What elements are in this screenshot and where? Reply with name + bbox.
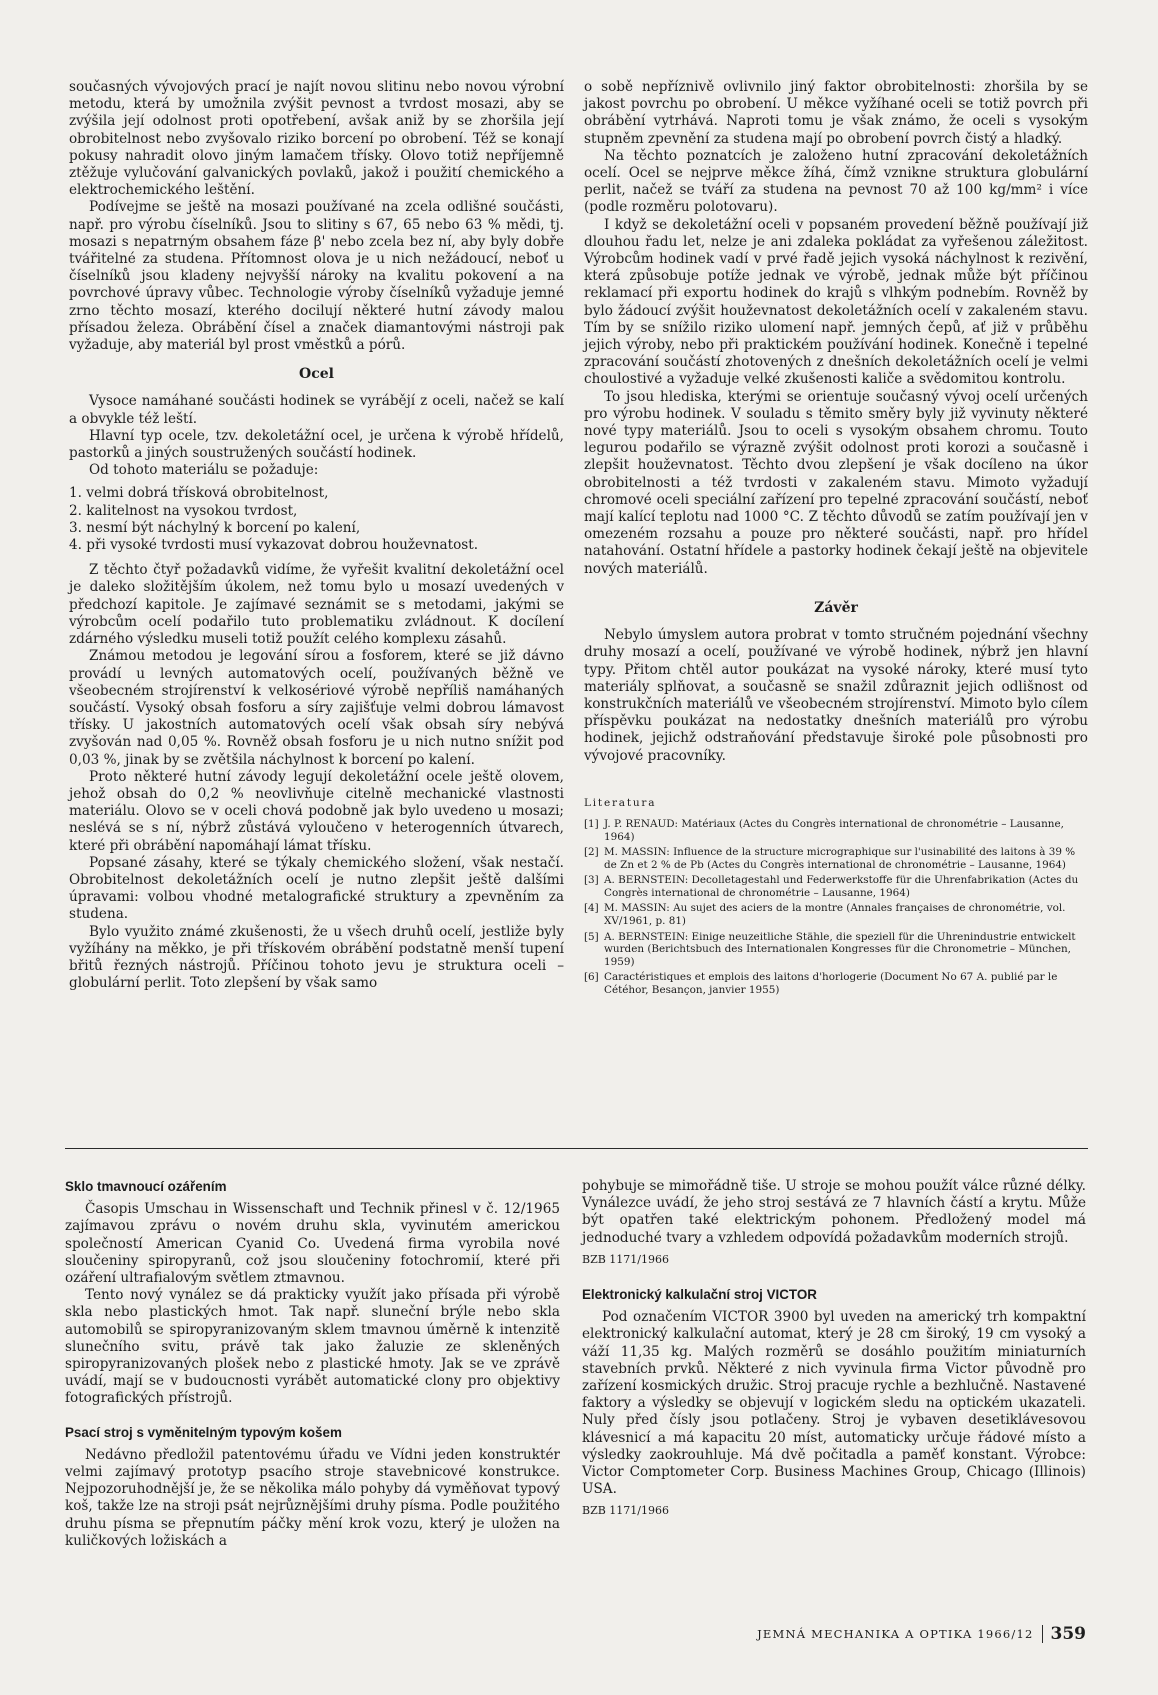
references-heading: Literatura (584, 796, 657, 809)
references-list (584, 818, 1088, 997)
paragraph: Vysoce namáhané součásti hodinek se vyrábějí z oceli, načež se kalí a obvykle též leští. (69, 393, 564, 427)
news-column-right (582, 1178, 1086, 1538)
article-column-right (584, 79, 1088, 1000)
paragraph: Známou metodou je legování sírou a fosforem, které se již dávno provádí u levných automatových ocelí, používaných běžně ve všeobecném strojírenství k velkosériové výrobě nepříliš namáhaných součástí. Vysoký obsah fosforu a síry zajišťuje velmi dobrou lámavost třísky. U jakostních automatových ocelí však obsah síry nebývá zvyšován nad 0,05 %. Rovněž obsah fosforu je u nich nutno snížit pod 0,03 %, jinak by se zvětšila náchylnost k borcení po kalení. (69, 648, 564, 768)
reference-number: [6] (584, 971, 599, 984)
paragraph: Nebylo úmyslem autora probrat v tomto stručném pojednání všechny druhy mosazí a ocelí, používané ve výrobě hodinek, nýbrž jen hlavní typy. Přitom chtěl autor poukázat na vysoké nároky, které musí tyto materiály splňovat, a současně se snažil zdůraznit jejich odlišnost od konstrukčních materiálů ve všeobecném strojírenství. Mimoto bylo cílem příspěvku poukázat na nedostatky dnešních materiálů pro výrobu hodinek, jejichž odstraňování představuje široké pole působnosti pro vývojové pracovníky. (584, 627, 1088, 764)
reference-text: A. BERNSTEIN: Decolletagestahl und Federwerkstoffe für die Uhrenfabrikation (Actes du Congrès international de chronométrie – Lausanne, 1964) (604, 874, 1079, 899)
section-divider (65, 1148, 1088, 1149)
paragraph: Proto některé hutní závody legují dekoletážní ocele ještě olovem, jehož obsah do 0,2 % neovlivňuje citelně mechanické vlastnosti materiálu. Olovo se v oceli chová podobně jak bylo uvedeno u mosazi; neslévá se s ní, nýbrž zůstává vyloučeno v heterogenních útvarech, které při obrábění napomáhají lámat třísku. (69, 768, 564, 854)
paragraph: Od tohoto materiálu se požaduje: (89, 462, 319, 479)
page-number: 359 (1050, 1624, 1086, 1644)
reference-text: M. MASSIN: Au sujet des aciers de la montre (Annales françaises de chronométrie, vol. XV/1961, p. 81) (604, 902, 1066, 928)
reference-item (584, 818, 1088, 843)
reference-item (584, 874, 1088, 899)
requirements-list (69, 485, 564, 554)
reference-text: J. P. RENAUD: Matériaux (Actes du Congrès international de chronométrie – Lausanne, 1964) (604, 817, 1064, 843)
article-column-left (69, 79, 564, 992)
paragraph: pohybuje se mimořádně tiše. U stroje se mohou použít válce různé délky. Vynálezce uvádí, že jeho stroj sestává ze 7 hlavních částí a krytu. Může být opatřen také elektrickým pohonem. Předložený model má jednoduché tvary a vzhledem odpovídá požadavkům moderních strojů. (582, 1178, 1086, 1246)
reference-number: [3] (584, 874, 599, 887)
reference-number: [2] (584, 846, 599, 859)
paragraph: Z těchto čtyř požadavků vidíme, že vyřešit kvalitní dekoletážní ocel je daleko složitějším úkolem, než tomu bylo u mosazí uvedených v předchozí kapitole. Je zajímavé seznámit se s metodami, jakými se výrobcům ocelí podařilo tuto problematiku zvládnout. K docílení zdárného výsledku museli totiž použít celého komplexu zásahů. (69, 562, 564, 648)
news-heading-psaci-stroj: Psací stroj s vyměnitelným typovým košem (65, 1424, 342, 1440)
paragraph: Nedávno předložil patentovému úřadu ve Vídni jeden konstruktér velmi zajímavý prototyp psacího stroje stavebnicové konstrukce. Nejpozoruhodnější je, že se několika málo pohyby dá vyměňovat typový koš, takže lze na stroji psát nejrůznějšími druhy písma. Podle použitého druhu písma se přepnutím páčky mění krok vozu, který je uložen na kuličkových ložiskách a (65, 1446, 560, 1549)
paragraph: Na těchto poznatcích je založeno hutní zpracování dekoletážních ocelí. Ocel se nejprve měkce žíhá, čímž vznikne struktura globulární perlit, načež se tváří za studena na pevnost 70 až 100 kg/mm² i více (podle rozměru polotovaru). (584, 147, 1088, 216)
paragraph: Pod označením VICTOR 3900 byl uveden na americký trh kompaktní elektronický kalkulační automat, který je 28 cm široký, 19 cm vysoký a váží 11,35 kg. Malých rozměrů se dosáhlo použitím miniaturních stavebních prvků. Některé z nich vyvinula firma Victor původně pro zařízení kosmických družic. Stroj pracuje rychle a bezhlučně. Nastavené faktory a výsledky se objevují v logickém sledu na optickém ukazateli. Nuly před čísly jsou potlačeny. Stroj je vybaven desetiklávesovou klávesnicí a má kapacitu 20 míst, automaticky určuje řádové místo a výsledky zaokrouhluje. Má dvě počitadla a paměť konstant. Výrobce: Victor Comptometer Corp. Business Machines Group, Chicago (Illinois) USA. (582, 1309, 1086, 1498)
list-item: 1. velmi dobrá třísková obrobitelnost, (69, 485, 329, 502)
reference-text: M. MASSIN: Influence de la structure micrographique sur l'usinabilité des laitons à 39 % de Zn et 2 % de Pb (Actes du Congrès international de chronométrie – Lausanne, 1964) (604, 846, 1076, 871)
reference-number: [4] (584, 902, 599, 915)
reference-text: A. BERNSTEIN: Einige neuzeitliche Stähle, die speziell für die Uhrenindustrie entwickelt wurden (Berichtsbuch des Internationalen Kongresses für die Chronometrie – München, 1959) (604, 930, 1076, 968)
reference-item (584, 931, 1088, 969)
reference-text: Caractéristiques et emplois des laitons d'horlogerie (Document No 67 A. publié par le Cétéhor, Besançon, janvier 1955) (604, 971, 1058, 997)
list-item: 3. nesmí být náchylný k borcení po kalení, (69, 519, 361, 536)
section-heading-zaver: Závěr (814, 599, 858, 616)
news-heading-victor: Elektronický kalkulační stroj VICTOR (582, 1287, 817, 1303)
page-footer (757, 1624, 1086, 1644)
paragraph: o sobě nepříznivě ovlivnilo jiný faktor obrobitelnosti: zhoršila by se jakost povrchu po obrobení. U měkce vyžíhané oceli se totiž povrch při obrábění vytrhává. Naproti tomu je však známo, že oceli s vysokým stupněm zpevnění za studena mají po obrobení povrch čistý a hladký. (584, 79, 1088, 147)
source-code: BZB 1171/1966 (582, 1252, 670, 1266)
paragraph: Bylo využito známé zkušenosti, že u všech druhů ocelí, jestliže byly vyžíhány na měkko, je při třískovém obrábění podstatně menší tupení břitů řezných nástrojů. Příčinou tohoto jevu je struktura oceli – globulární perlit. Toto zlepšení by však samo (69, 923, 564, 992)
paragraph: Popsané zásahy, které se týkaly chemického složení, však nestačí. Obrobitelnost dekoletážních ocelí je nutno zlepšit ještě dalšími úpravami: volbou vhodné metalografické struktury a zpevněním za studena. (69, 854, 564, 923)
paragraph: Časopis Umschau in Wissenschaft und Technik přinesl v č. 12/1965 zajímavou zprávu o novém druhu skla, vyvinutém americkou společností American Cyanid Co. Uvedená firma vyrobila nové sloučeniny spiropyranů, což jsou sloučeniny fotochromií, které při ozáření ultrafialovým světlem ztmavnou. (65, 1201, 560, 1287)
footer-separator (1042, 1625, 1043, 1643)
source-code: BZB 1171/1966 (582, 1504, 670, 1518)
paragraph: Tento nový vynález se dá prakticky využít jako přísada při výrobě skla nebo plastických hmot. Tak např. sluneční brýle nebo skla automobilů se spiropyranizovaným sklem tmavnou úměrně k intenzitě slunečního svitu, právě tak jako žaluzie ze skleněných spiropyranizovaných plošek nebo z plastické hmoty. Jak se ve zprávě uvádí, mají se v budoucnosti vyrábět automatické clony pro objektivy fotografických přístrojů. (65, 1287, 560, 1407)
reference-number: [1] (584, 817, 599, 830)
paragraph: současných vývojových prací je najít novou slitinu nebo novou výrobní metodu, která by umožnila zvýšit pevnost a tvrdost mosazi, aby se zvýšila její odolnost proti opotřebení, avšak aniž by se zhoršila její obrobitelnost nebo zvyšovalo riziko borcení po obrobení. Též se konají pokusy nahradit olovo jiným lamačem třísky. Olovo totiž nepříjemně ztěžuje vylučování galvanických povlaků, jakož i použití chemického a elektrochemického leštění. (69, 79, 564, 199)
section-heading-ocel: Ocel (299, 366, 334, 383)
news-column-left (65, 1178, 560, 1550)
paragraph: Hlavní typ ocele, tzv. dekoletážní ocel, je určena k výrobě hřídelů, pastorků a jiných soustružených součástí hodinek. (69, 427, 564, 462)
list-item: 4. při vysoké tvrdosti musí vykazovat dobrou houževnatost. (69, 537, 479, 554)
paragraph: To jsou hlediska, kterými se orientuje současný vývoj ocelí určených pro výrobu hodinek. V souladu s těmito směry byly již vyvinuty některé nové typy materiálů. Jsou to oceli s vysokým obsahem chromu. Touto legurou podařilo se výrazně zvýšit odolnost proti korozi a současně i zlepšit houževnatost. Těchto dvou zlepšení je však docíleno na úkor obrobitelnosti a též tvrdosti v zakaleném stavu. Mimoto vyžadují chromové oceli speciální zařízení pro tepelné zpracování součástí, neboť mají kalící teplotu nad 1000 °C. Z těchto důvodů se zatím používají jen v omezeném rozsahu a pouze pro některé součásti, např. pro hřídel natahování. Ostatní hřídele a pastorky hodinek čekají ještě na objevitele nových materiálů. (584, 388, 1088, 577)
news-heading-sklo: Sklo tmavnoucí ozářením (65, 1179, 227, 1194)
list-item: 2. kalitelnost na vysokou tvrdost, (69, 502, 298, 519)
paragraph: I když se dekoletážní oceli v popsaném provedení běžně používají již dlouhou řadu let, nelze je ani zdaleka pokládat za vyřešenou záležitost. Výrobcům hodinek vadí v prvé řadě jejich vysoká náchylnost k rezivění, která způsobuje potíže jednak ve výrobě, jednak může být příčinou reklamací při exportu hodinek do krajů s vlhkým podnebím. Rovněž by bylo žádoucí zvýšit houževnatost dekoletážních ocelí v zakaleném stavu. Tím by se snížilo riziko ulomení např. jemných čepů, ať již v průběhu jejich výroby, nebo při praktickém používání hodinek. Konečně i tepelné zpracování součástí zhotovených z dnešních dekoletážních ocelí je velmi choulostivé a vyžaduje velké zkušenosti kaliče a svědomitou kontrolu. (584, 216, 1088, 388)
journal-name: JEMNÁ MECHANIKA A OPTIKA 1966/12 (757, 1627, 1034, 1641)
reference-item (584, 902, 1088, 927)
reference-number: [5] (584, 930, 599, 943)
reference-item (584, 846, 1088, 871)
reference-item (584, 971, 1088, 996)
paragraph: Podívejme se ještě na mosazi používané na zcela odlišné součásti, např. pro výrobu číselníků. Jsou to slitiny s 67, 65 nebo 63 % mědi, tj. mosazi s nepatrným obsahem fáze β' nebo zcela bez ní, aby byly dobře tvářitelné za studena. Přítomnost olova je u nich nežádoucí, neboť u číselníků jsou kladeny nejvyšší nároky na kvalitu pokovení a na povrchové úpravy vůbec. Technologie výroby číselníků vyžaduje jemné zrno těchto mosazí, kterého docilují některé hutní závody malou přísadou železa. Obrábění čísel a značek diamantovými nástroji pak vyžaduje, aby materiál byl prost vměstků a pórů. (69, 199, 564, 354)
